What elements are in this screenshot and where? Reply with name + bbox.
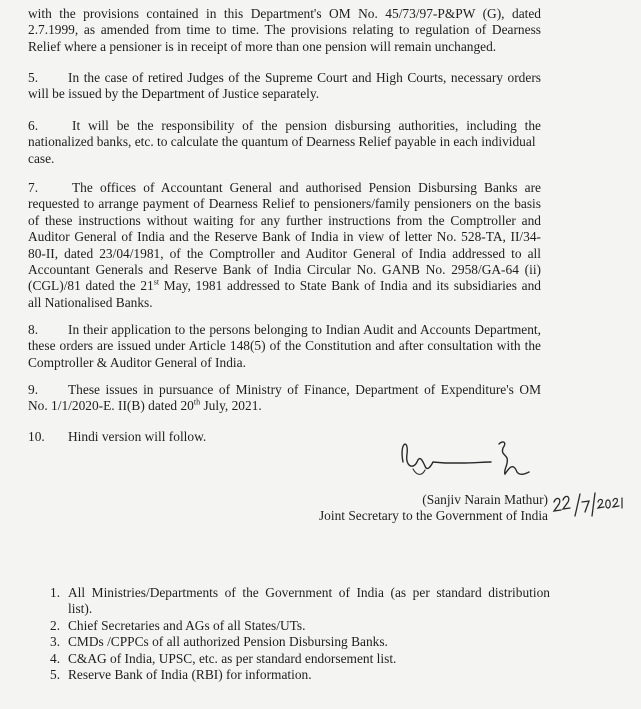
- text-line: [28, 398, 541, 414]
- text-line: requested to arrange payment of Dearness Relief to pensioners/family pensioners on the basis: [28, 196, 541, 212]
- text-line: all Nationalised Banks.: [28, 294, 153, 310]
- text-line: Comptroller & Auditor General of India.: [28, 354, 246, 370]
- list-item-text: Chief Secretaries and AGs of all States/UTs.: [68, 617, 306, 633]
- text-fragment: No. 1/1/2020-E. II(B) dated 20: [28, 398, 194, 414]
- text-line: [28, 278, 541, 294]
- handwritten-date: [552, 490, 628, 520]
- list-item: [50, 651, 550, 667]
- paragraph-text: Hindi version will follow.: [68, 429, 207, 444]
- text-line: 2.7.1999, as amended from time to time. The provisions relating to regulation of Dearness: [28, 22, 541, 38]
- list-item-number: 5.: [50, 667, 61, 683]
- text-line: nationalized banks, etc. to calculate the quantum of Dearness Relief payable in each individual: [28, 134, 536, 150]
- text-fragment: (CGL)/81 dated the 21: [28, 278, 154, 294]
- paragraph-text: These issues in pursuance of Ministry of Finance, Department of Expenditure's OM: [68, 382, 541, 397]
- text-line: [28, 180, 541, 196]
- paragraph-number: 6.: [28, 118, 39, 133]
- list-item-number: 3.: [50, 634, 61, 650]
- paragraph-number: 10.: [28, 429, 45, 444]
- text-line: [28, 118, 541, 134]
- list-item-number: 4.: [50, 650, 61, 666]
- list-item: [50, 667, 550, 683]
- paragraph-number: 9.: [28, 382, 39, 397]
- paragraph-text: The offices of Accountant General and authorised Pension Disbursing Banks are: [72, 180, 541, 195]
- distribution-list: [50, 585, 550, 683]
- text-fragment: May, 1981 addressed to State Bank of India and its subsidiaries and: [159, 278, 541, 294]
- list-item-text: list).: [68, 601, 93, 617]
- list-item-number: 2.: [50, 617, 61, 633]
- paragraph-number: 7.: [28, 180, 39, 195]
- paragraph-text: In their application to the persons belonging to Indian Audit and Accounts Department,: [68, 322, 541, 337]
- ordinal-suffix: st: [153, 277, 160, 287]
- text-line: with the provisions contained in this Department's OM No. 45/73/97-P&PW (G), dated: [28, 6, 541, 21]
- signature-block: [300, 492, 548, 525]
- ordinal-suffix: th: [193, 397, 201, 407]
- signatory-name: (Sanjiv Narain Mathur): [422, 492, 548, 507]
- text-line: [28, 70, 541, 86]
- list-item: [50, 585, 550, 618]
- paragraph-9: [28, 382, 541, 415]
- paragraph-continuation: [28, 6, 541, 55]
- signatory-designation: Joint Secretary to the Government of India: [318, 508, 548, 524]
- list-item-text: C&AG of India, UPSC, etc. as per standard endorsement list.: [68, 650, 397, 666]
- paragraph-number: 5.: [28, 70, 39, 85]
- list-item-text: Reserve Bank of India (RBI) for information.: [68, 667, 312, 683]
- text-line: Auditor General of India and the Reserve Bank of India in view of letter No. 528-TA, II/34-: [28, 229, 541, 245]
- list-item: [50, 634, 550, 650]
- text-line: will be issued by the Department of Justice separately.: [28, 86, 320, 102]
- paragraph-text: In the case of retired Judges of the Supreme Court and High Courts, necessary orders: [68, 70, 541, 85]
- list-item-text: All Ministries/Departments of the Government of India (as per standard distribution: [68, 585, 550, 600]
- paragraph-text: It will be the responsibility of the pension disbursing authorities, including the: [72, 118, 541, 133]
- text-fragment: July, 2021.: [200, 398, 262, 414]
- text-line: [28, 322, 541, 338]
- paragraph-8: [28, 322, 541, 371]
- text-line: these orders are issued under Article 148(5) of the Constitution and after consultation with the: [28, 338, 541, 354]
- paragraph-6: [28, 118, 541, 167]
- paragraph-5: [28, 70, 541, 103]
- text-line: of these instructions without waiting for any further instructions from the Comptroller and: [28, 212, 541, 228]
- paragraph-7: [28, 180, 541, 311]
- list-item: [50, 618, 550, 634]
- text-line: case.: [28, 150, 55, 166]
- text-line: [28, 382, 541, 398]
- list-item-text: CMDs /CPPCs of all authorized Pension Disbursing Banks.: [68, 634, 388, 650]
- list-item-number: 1.: [50, 585, 61, 600]
- text-line: Relief where a pensioner is in receipt of more than one pension will remain unchanged.: [28, 38, 497, 54]
- signature-image: [395, 432, 545, 487]
- paragraph-number: 8.: [28, 322, 39, 337]
- text-line: Accountant Generals and Reserve Bank of India Circular No. GANB No. 2958/GA-64 (ii): [28, 262, 541, 278]
- text-line: 80-II, dated 23/04/1981, of the Comptroller and Auditor General of India addressed to all: [28, 245, 541, 261]
